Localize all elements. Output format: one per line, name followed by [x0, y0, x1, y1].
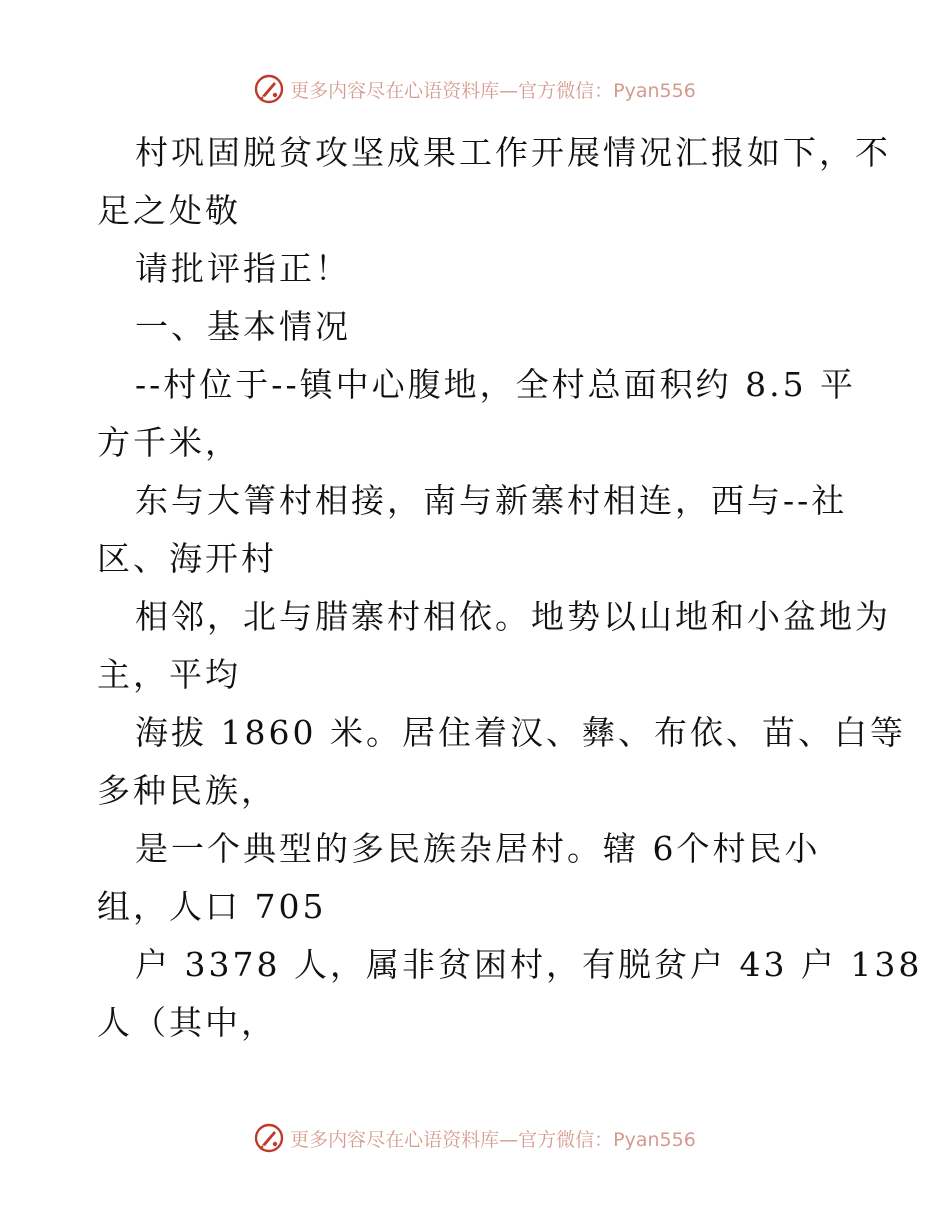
text-line: 海拔 1860 米。居住着汉、彝、布依、苗、白等 — [135, 713, 906, 752]
section-heading: 一、基本情况 — [135, 307, 351, 346]
watermark-text: 更多内容尽在心语资料库—官方微信：Pyan556 — [290, 79, 696, 102]
quill-logo-icon — [254, 1123, 284, 1153]
text-line: 足之处敬 — [97, 191, 241, 230]
footer-watermark — [0, 1123, 950, 1153]
text-line: 组，人口 705 — [97, 887, 327, 926]
text-line: 相邻，北与腊寨村相依。地势以山地和小盆地为 — [135, 597, 891, 636]
text-line: 人（其中， — [97, 1003, 277, 1042]
quill-logo-icon — [254, 74, 284, 104]
text-line: 请批评指正！ — [135, 249, 351, 288]
text-line: 区、海开村 — [97, 539, 277, 578]
text-line: 村巩固脱贫攻坚成果工作开展情况汇报如下，不 — [135, 133, 891, 172]
header-watermark — [0, 74, 950, 104]
text-line: 东与大箐村相接，南与新寨村相连，西与--社 — [135, 481, 848, 520]
text-line: 是一个典型的多民族杂居村。辖 6个村民小 — [135, 829, 821, 868]
text-line: --村位于--镇中心腹地，全村总面积约 8.5 平 — [135, 365, 857, 404]
text-line: 主，平均 — [97, 655, 241, 694]
watermark-text: 更多内容尽在心语资料库—官方微信：Pyan556 — [290, 1128, 696, 1151]
document-body — [97, 124, 923, 1052]
text-line: 方千米， — [97, 423, 241, 462]
text-line: 多种民族， — [97, 771, 277, 810]
text-line: 户 3378 人，属非贫困村，有脱贫户 43 户 138 — [135, 945, 923, 984]
